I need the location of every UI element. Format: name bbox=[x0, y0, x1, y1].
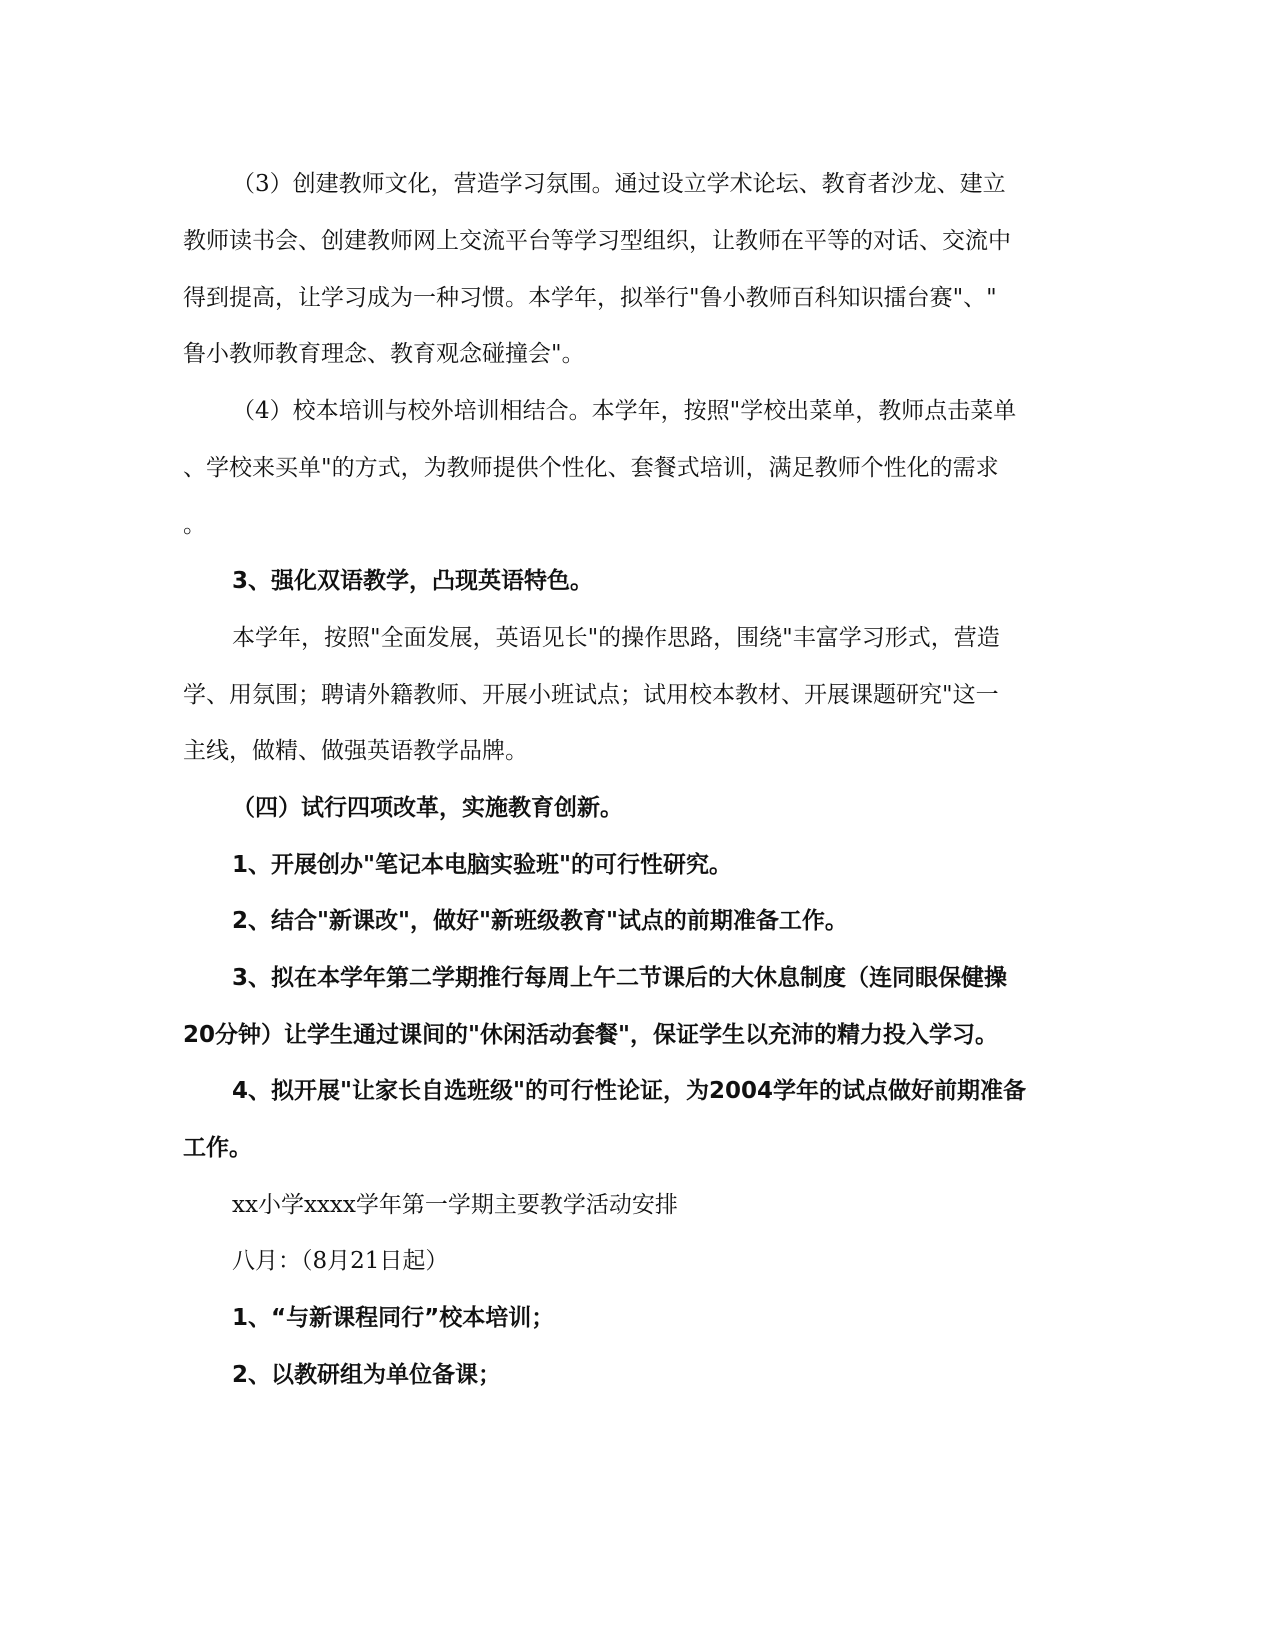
english-paragraph-line-2: 学、用氛围；聘请外籍教师、开展小班试点；试用校本教材、开展课题研究"这一 bbox=[183, 682, 999, 708]
paragraph-4-line-2: 、学校来买单"的方式，为教师提供个性化、套餐式培训，满足教师个性化的需求 bbox=[183, 455, 999, 481]
english-paragraph-line-3: 主线，做精、做强英语教学品牌。 bbox=[183, 738, 528, 764]
schedule-title: xx小学xxxx学年第一学期主要教学活动安排 bbox=[232, 1192, 678, 1218]
schedule-item-1: 1、“与新课程同行”校本培训； bbox=[232, 1305, 555, 1331]
paragraph-3-line-3: 得到提高，让学习成为一种习惯。本学年，拟举行"鲁小教师百科知识擂台赛"、" bbox=[183, 285, 997, 311]
english-paragraph-line-1: 本学年，按照"全面发展，英语见长"的操作思路，围绕"丰富学习形式，营造 bbox=[232, 625, 1000, 651]
paragraph-3-line-2: 教师读书会、创建教师网上交流平台等学习型组织，让教师在平等的对话、交流中 bbox=[183, 228, 1011, 254]
reform-item-3-line-2: 20分钟）让学生通过课间的"休闲活动套餐"，保证学生以充沛的精力投入学习。 bbox=[183, 1022, 998, 1048]
schedule-month-august: 八月：（8月21日起） bbox=[232, 1248, 449, 1274]
paragraph-4-line-3: 。 bbox=[183, 512, 206, 538]
reform-item-4-line-2: 工作。 bbox=[183, 1135, 252, 1161]
schedule-item-2: 2、以教研组为单位备课； bbox=[232, 1362, 502, 1388]
reform-item-4-line-1: 4、拟开展"让家长自选班级"的可行性论证，为2004学年的试点做好前期准备 bbox=[232, 1078, 1026, 1104]
reform-item-3-line-1: 3、拟在本学年第二学期推行每周上午二节课后的大休息制度（连同眼保健操 bbox=[232, 965, 1008, 991]
paragraph-3-line-1: （3）创建教师文化，营造学习氛围。通过设立学术论坛、教育者沙龙、建立 bbox=[232, 171, 1006, 197]
paragraph-3-line-4: 鲁小教师教育理念、教育观念碰撞会"。 bbox=[183, 341, 585, 367]
reform-item-1: 1、开展创办"笔记本电脑实验班"的可行性研究。 bbox=[232, 852, 732, 878]
section-heading-bilingual: 3、强化双语教学，凸现英语特色。 bbox=[232, 568, 594, 594]
paragraph-4-line-1: （4）校本培训与校外培训相结合。本学年，按照"学校出菜单，教师点击菜单 bbox=[232, 398, 1017, 424]
section-heading-reforms: （四）试行四项改革，实施教育创新。 bbox=[232, 795, 623, 821]
reform-item-2: 2、结合"新课改"，做好"新班级教育"试点的前期准备工作。 bbox=[232, 908, 848, 934]
